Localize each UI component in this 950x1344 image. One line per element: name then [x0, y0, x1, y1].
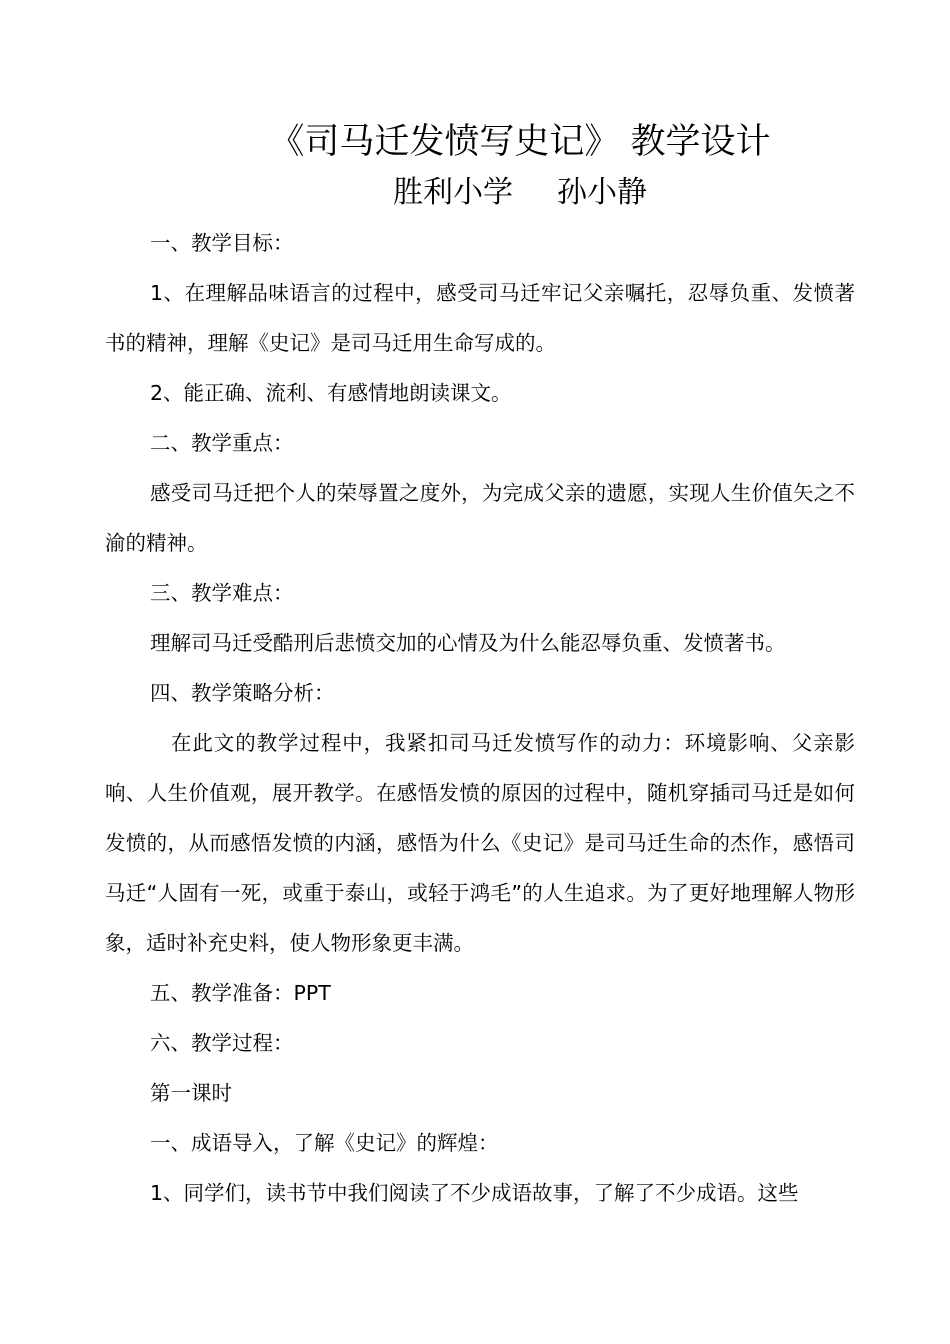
step-heading-intro: 一、成语导入，了解《史记》的辉煌：: [150, 1131, 499, 1155]
paragraph-step-1: 1、同学们，读书节中我们阅读了不少成语故事，了解了不少成语。这些: [150, 1181, 799, 1205]
author-name: 孙小静: [557, 175, 647, 210]
paragraph-difficulty: 理解司马迁受酷刑后悲愤交加的心情及为什么能忍辱负重、发愤著书。: [150, 631, 786, 655]
document-body: [105, 218, 855, 1218]
lesson-label: 第一课时: [150, 1081, 232, 1105]
section-heading-difficulty: 三、教学难点：: [150, 581, 294, 605]
section-heading-strategy: 四、教学策略分析：: [150, 681, 335, 705]
paragraph-objective-2: 2、能正确、流利、有感情地朗读课文。: [150, 381, 512, 405]
section-heading-objectives: 一、教学目标：: [150, 231, 294, 255]
document-title: 《司马迁发愤写史记》 教学设计: [269, 122, 771, 162]
section-heading-process: 六、教学过程：: [150, 1031, 294, 1055]
section-heading-preparation: 五、教学准备：PPT: [150, 981, 331, 1005]
author-school: 胜利小学: [393, 175, 513, 210]
section-heading-focus: 二、教学重点：: [150, 431, 294, 455]
paragraph-strategy: 在此文的教学过程中，我紧扣司马迁发愤写作的动力：环境影响、父亲影响、人生价值观，展开教学。在感悟发愤的原因的过程中，随机穿插司马迁是如何发愤的，从而感悟发愤的内涵，感悟为什么《史记》是司马迁生命的杰作，感悟司马迁“人固有一死，或重于泰山，或轻于鸿毛”的人生追求。为了更好地理解人物形象，适时补充史料，使人物形象更丰满。: [105, 731, 855, 955]
paragraph-focus: 感受司马迁把个人的荣辱置之度外，为完成父亲的遗愿，实现人生价值矢之不渝的精神。: [105, 481, 855, 555]
paragraph-objective-1: 1、在理解品味语言的过程中，感受司马迁牢记父亲嘱托，忍辱负重、发愤著书的精神，理解《史记》是司马迁用生命写成的。: [105, 281, 855, 355]
author-line: [0, 173, 950, 213]
